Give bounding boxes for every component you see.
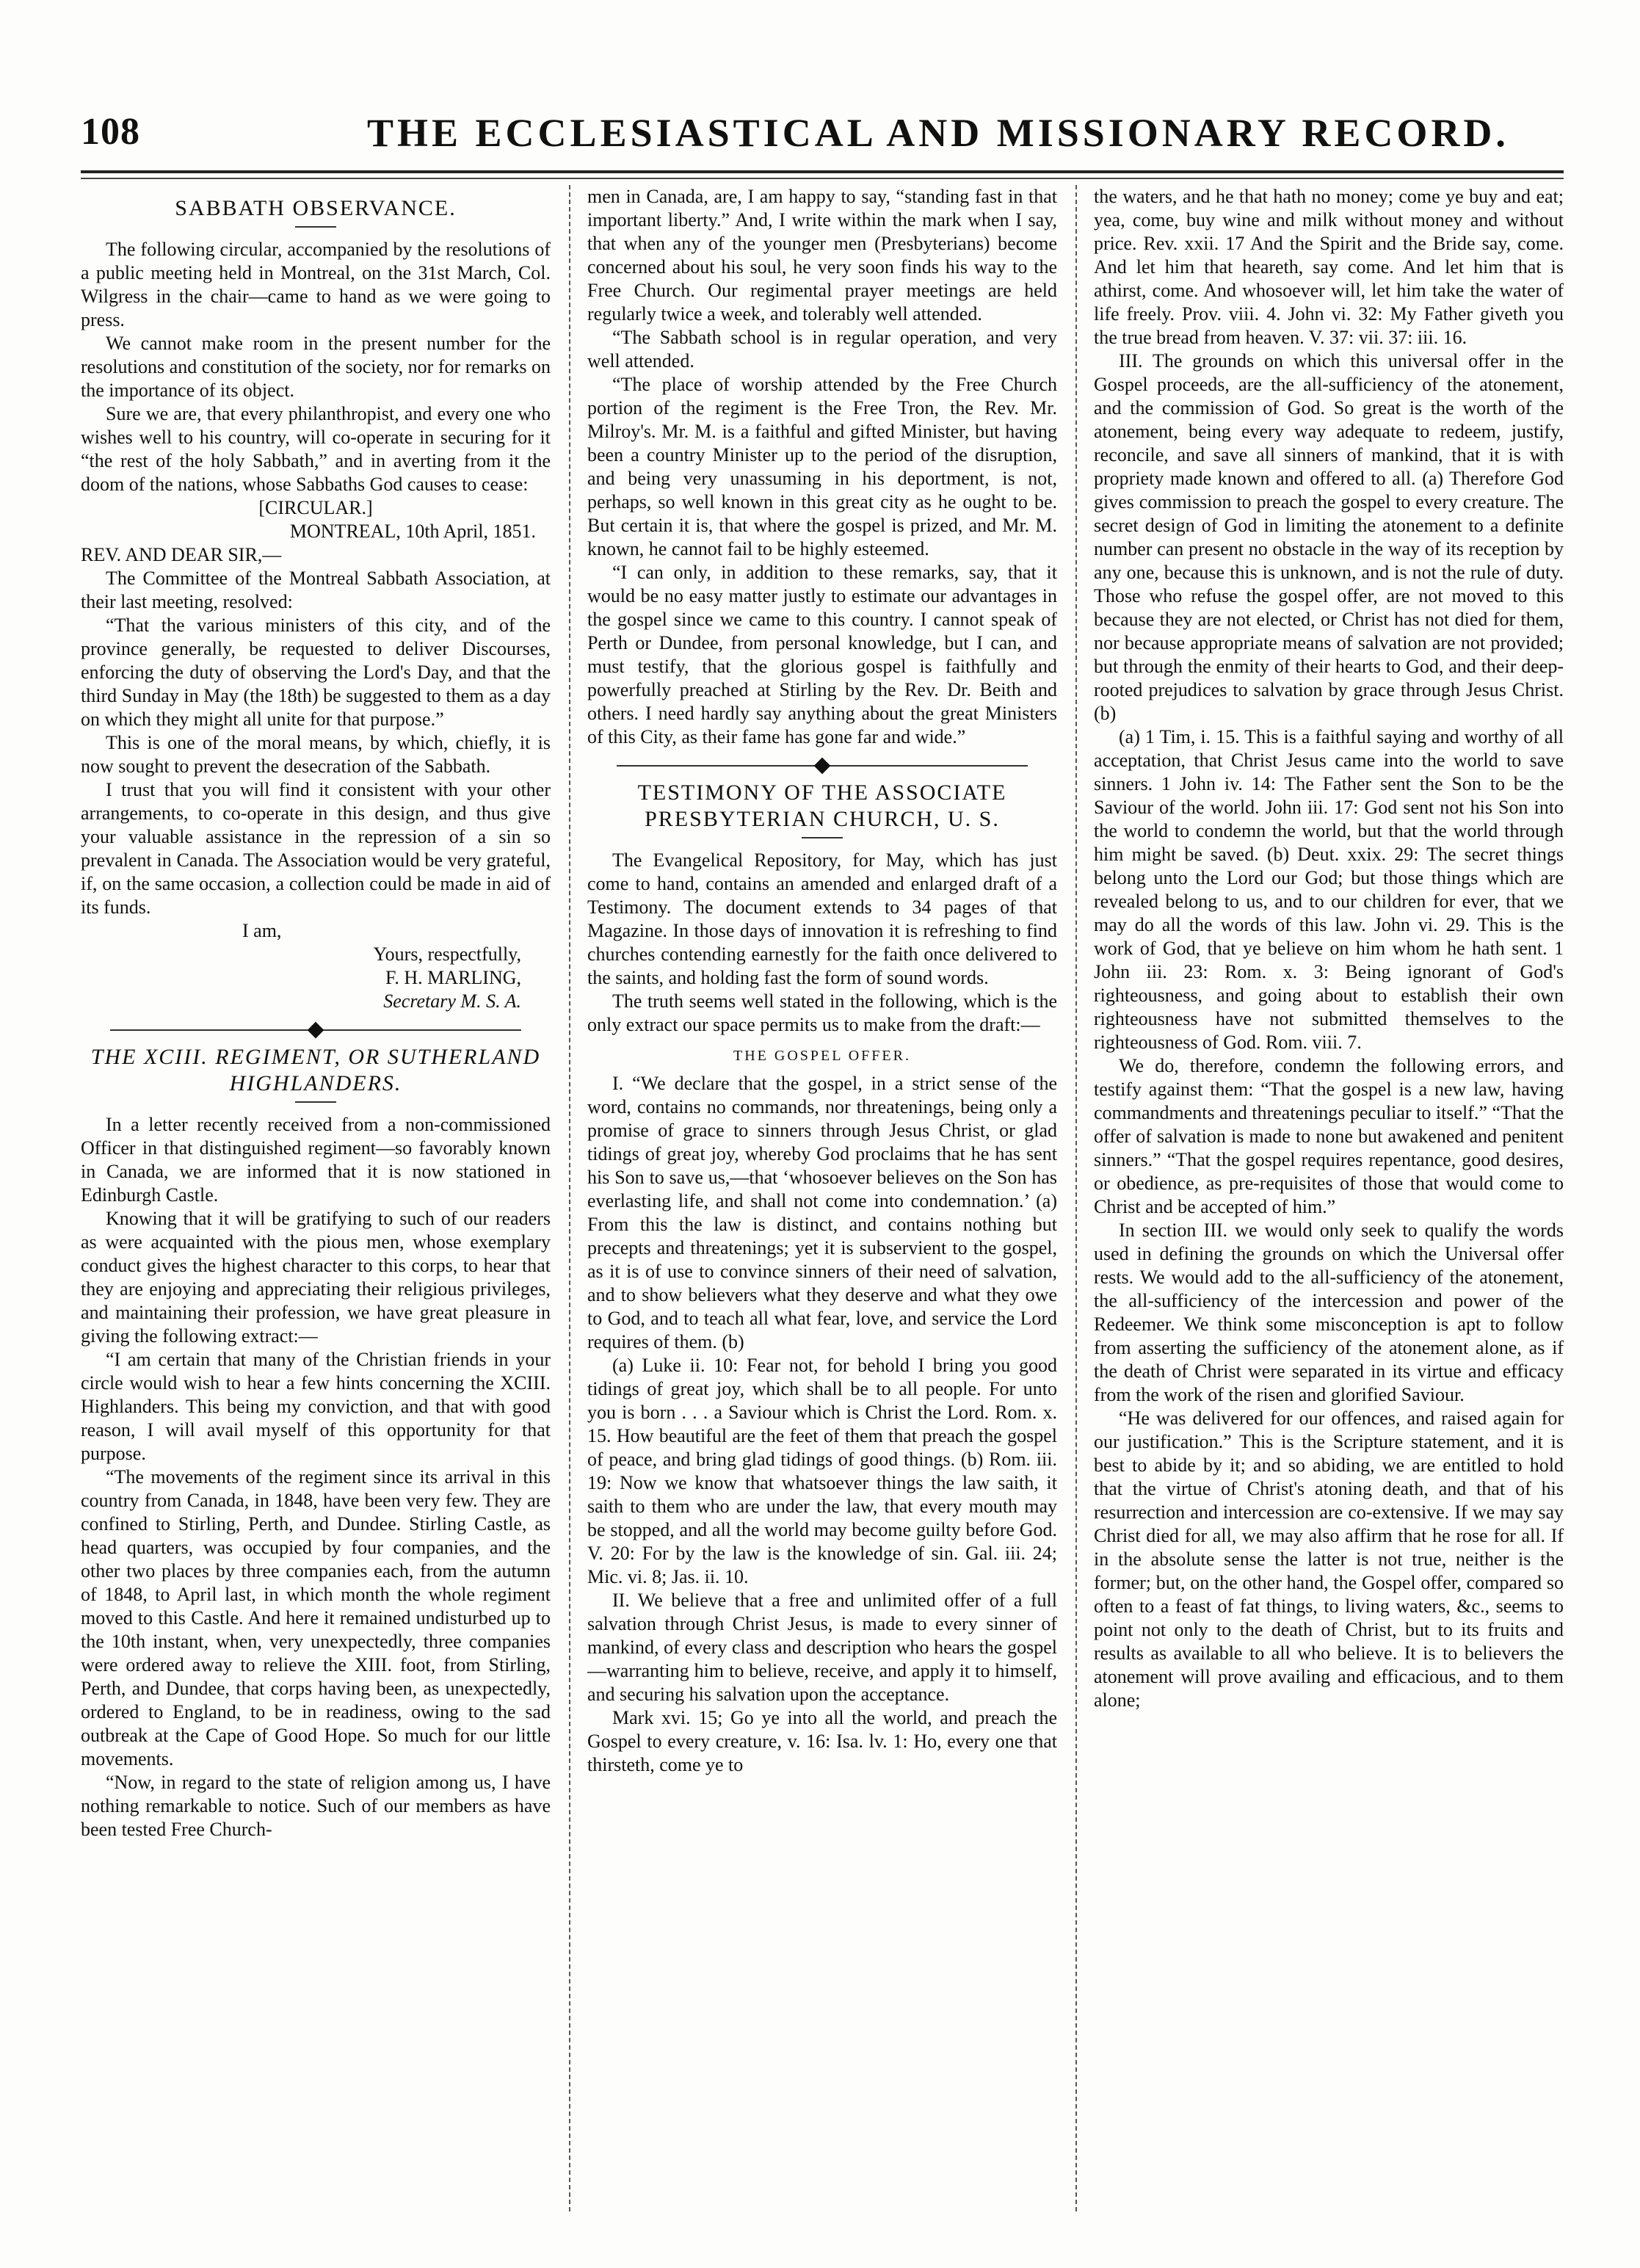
article-title-regiment: THE XCIII. REGIMENT, OR SUTHERLAND HIGHLANDERS. [90,1045,541,1095]
article-title-sabbath: SABBATH OBSERVANCE. [175,196,457,220]
paragraph: “The movements of the regiment since its arrival in this country from Canada, in 1848, have been very few. They are confined to Stirling, Perth, and Dundee. Stirling Castle, as head quarters, was occupied by four companies, and the other two places by three companies each, from the autumn of 1848, to April last, in which month the whole regiment moved to this Castle. And here it remained undisturbed up to the 10th instant, when, very unexpectedly, three companies were ordered away to relieve the XIII. foot, from Stirling, Perth, and Dundee, that corps having been, as unexpectedly, ordered to England, to be in readiness, owing to the sad outbreak at the Cape of Good Hope. So much for our little movements. [81,1466,551,1769]
paragraph: This is one of the moral means, by which, chiefly, it is now sought to prevent the desecration of the Sabbath. [81,732,551,777]
salutation: REV. AND DEAR SIR,— [81,544,282,565]
paragraph: We do, therefore, condemn the following errors, and testify against them: “That the gospel is a new law, having commandments and threatenings peculiar to itself.” “That the offer of salvation is made to none but awakened and penitent sinners.” “That the gospel requires repentance, good desires, or obedience, as pre-requisites of those that would come to Christ and be accepted of him.” [1094,1055,1564,1217]
short-rule [295,226,336,228]
page-header [81,110,1564,169]
closing-line: I am, [242,920,282,941]
paragraph: “He was delivered for our offences, and raised again for our justification.” This is the Scripture statement, and it is best to abide by it; and so abiding, we are entitled to hold that the virtue of Christ's atoning death, and that of his resurrection and intercession are co-extensive. If we may say Christ died for all, we may also affirm that he rose for all. If in the absolute sense the latter is not true, neither is the former; but, on the other hand, the Gospel offer, compared so often to a feast of fat things, to living waters, &c., seems to point not only to the death of Christ, but to its fruits and results as available to all who believe. It is to believers the atonement will prove availing and efficacious, and to them alone; [1094,1407,1564,1711]
paragraph: The Evangelical Repository, for May, which has just come to hand, contains an amended and enlarged draft of a Testimony. The document extends to 34 pages of that Magazine. In those days of innovation it is refreshing to find churches contending earnestly for the faith once delivered to the saints, and holding fast the form of sound words. [587,849,1057,988]
paragraph: the waters, and he that hath no money; come ye buy and eat; yea, come, buy wine and milk without money and without price. Rev. xxii. 17 And the Spirit and the Bride say, come. And let him that heareth, say come. And let him that is athirst, come. And whosoever will, let him take the water of life freely. Prov. viii. 4. John vi. 32: My Father giveth you the true bread from heaven. V. 37: vii. 37: iii. 16. [1094,186,1564,348]
subheading-gospel-offer: THE GOSPEL OFFER. [733,1048,911,1064]
signature-name: F. H. MARLING, [385,967,521,988]
article-title-testimony: TESTIMONY OF THE ASSOCIATE PRESBYTERIAN CHURCH, U. S. [637,780,1007,831]
paragraph: In section III. we would only seek to qualify the words used in defining the grounds on which the Universal offer rests. We would add to the all-sufficiency of the atonement, the all-sufficiency of the intercession and power of the Redeemer. We think some misconception is apt to follow from asserting the sufficiency of the atonement alone, as if the death of Christ were separated in its virtue and efficacy from the work of the risen and glorified Saviour. [1094,1220,1564,1405]
paragraph: We cannot make room in the present number for the resolutions and constitution of the society, nor for remarks on the importance of its object. [81,333,551,401]
paragraph: In a letter recently received from a non-commissioned Officer in that distinguished regiment—so favorably known in Canada, we are informed that it is now stationed in Edinburgh Castle. [81,1114,551,1206]
paragraph: “Now, in regard to the state of religion among us, I have nothing remarkable to notice. Such of our members as have been tested Free Church- [81,1772,551,1840]
column-1 [81,185,551,2226]
column-divider [1075,185,1077,2211]
ornament-divider [617,765,1028,767]
short-rule [295,1101,336,1103]
closing-line: Yours, respectfully, [373,943,521,965]
paragraph: II. We believe that a free and unlimited offer of a full salvation through Christ Jesus, is made to every sinner of mankind, of every class and description who hears the gospel—warranting him to believe, receive, and apply it to himself, and securing his salvation upon the acceptance. [587,1590,1057,1705]
paragraph: I. “We declare that the gospel, in a strict sense of the word, contains no commands, nor threatenings, being only a promise of grace to sinners through Jesus Christ, or glad tidings of great joy, whereby God proclaims that he has sent his Son to save us,—that ‘whosoever believes on the Son has everlasting life, and shall not come into condemnation.’ (a) From this the law is distinct, and contains nothing but precepts and threatenings; yet it is subservient to the gospel, as it is of use to convince sinners of their need of salvation, and to show believers what they deserve and what they owe to God, and to teach all what fear, love, and service the Lord requires of them. (b) [587,1073,1057,1352]
paragraph: Knowing that it will be gratifying to such of our readers as were acquainted with the pious men, whose exemplary conduct gives the highest character to this corps, to hear that they are enjoying and appreciating their religious privileges, and maintaining their profession, we have great pleasure in giving the following extract:— [81,1208,551,1347]
signature-block [81,943,551,1013]
paragraph: “I am certain that many of the Christian friends in your circle would wish to hear a few hints concerning the XCIII. Highlanders. This being my conviction, and that with good reason, I will avail myself of this opportunity for that purpose. [81,1349,551,1464]
ornament-divider [110,1029,521,1031]
circular-date: MONTREAL, 10th April, 1851. [289,521,536,542]
paragraph: “The Sabbath school is in regular operation, and very well attended. [587,327,1057,372]
paragraph: “The place of worship attended by the Free Church portion of the regiment is the Free Tron, the Rev. Mr. Milroy's. Mr. M. is a faithful and gifted Minister, but having been a country Minister up to the period of the disruption, and being very unassuming in his deportment, is not, perhaps, so well known in this great city as he ought to be. But certain it is, that where the gospel is prized, and Mr. M. known, he cannot fail to be highly esteemed. [587,374,1057,559]
short-rule [802,837,843,838]
paragraph: “I can only, in addition to these remarks, say, that it would be no easy matter justly to estimate our advantages in the gospel since we came to this country. I cannot speak of Perth or Dundee, from personal knowledge, but I can, and must testify, that the glorious gospel is faithfully and powerfully preached at Stirling by the Rev. Dr. Beith and others. I need hardly say anything about the great Ministers of this City, as their fame has gone far and wide.” [587,562,1057,747]
page-number: 108 [81,111,140,153]
paragraph: men in Canada, are, I am happy to say, “standing fast in that important liberty.” And, I write within the mark when I say, that when any of the younger men (Presbyterians) become concerned about his soul, he very soon finds his way to the Free Church. Our regimental prayer meetings are held regularly twice a week, and tolerably well attended. [587,186,1057,325]
column-3 [1094,185,1564,2226]
paragraph: (a) 1 Tim, i. 15. This is a faithful saying and worthy of all acceptation, that Christ Jesus came into the world to save sinners. 1 John iv. 14: The Father sent the Son to be the Saviour of the world. John iii. 17: God sent not his Son into the world to condemn the world, but that the world through him might be saved. (b) Deut. xxix. 29: The secret things belong unto the Lord our God; but those things which are revealed belong to us, and to our children for ever, that we may do all the words of this law. John vi. 29. This is the work of God, that ye believe on him whom he hath sent. 1 John iii. 23: Rom. x. 3: Being ignorant of God's righteousness, and going about to establish their own righteousness have not submitted themselves to the righteousness of God. Rom. viii. 7. [1094,726,1564,1053]
paragraph: “That the various ministers of this city, and of the province generally, be requested to deliver Discourses, enforcing the duty of observing the Lord's Day, and that the third Sunday in May (the 18th) be suggested to them as a day on which they might all unite for that purpose.” [81,615,551,730]
circular-label: [CIRCULAR.] [258,497,373,518]
paragraph: The Committee of the Montreal Sabbath Association, at their last meeting, resolved: [81,568,551,612]
paragraph: I trust that you will find it consistent with your other arrangements, to co-operate in this design, and thus give your valuable assistance in the repression of a sin so prevalent in Canada. The Association would be very grateful, if, on the same occasion, a collection could be made in aid of its funds. [81,779,551,918]
column-2 [587,185,1057,2226]
signature-title: Secretary M. S. A. [383,990,521,1012]
paragraph: The following circular, accompanied by the resolutions of a public meeting held in Montreal, on the 31st March, Col. Wilgress in the chair—came to hand as we were going to press. [81,239,551,330]
column-divider [569,185,570,2211]
paragraph: The truth seems well stated in the following, which is the only extract our space permits us to make from the draft:— [587,990,1057,1035]
paragraph: Mark xvi. 15; Go ye into all the world, and preach the Gospel to every creature, v. 16: Isa. lv. 1: Ho, every one that thirsteth, come ye to [587,1707,1057,1775]
header-rule [81,170,1564,179]
paragraph: Sure we are, that every philanthropist, and every one who wishes well to his country, will co-operate in securing for it “the rest of the holy Sabbath,” and in averting from it the doom of the nations, whose Sabbaths God causes to cease: [81,403,551,495]
paragraph: III. The grounds on which this universal offer in the Gospel proceeds, are the all-sufficiency of the atonement, and the commission of God. So great is the worth of the atonement, being every way adequate to redeem, justify, reconcile, and save all sinners of mankind, that it is with propriety made known and offered to all. (a) Therefore God gives commission to preach the gospel to every creature. The secret design of God in limiting the atonement to a definite number can present no obstacle in the way of its reception by any one, because this is unknown, and is not the rule of duty. Those who refuse the gospel offer, are not moved to this because they are not elected, or Christ has not died for them, nor because appropriate means of salvation are not provided; but through the enmity of their hearts to God, and their deep-rooted prejudices to salvation by grace through Jesus Christ. (b) [1094,350,1564,724]
running-title: THE ECCLESIASTICAL AND MISSIONARY RECORD. [367,111,1509,155]
paragraph: (a) Luke ii. 10: Fear not, for behold I bring you good tidings of great joy, which shall be to all people. For unto you is born . . . a Saviour which is Christ the Lord. Rom. x. 15. How beautiful are the feet of them that preach the gospel of peace, and bring glad tidings of good things. (b) Rom. iii. 19: Now we know that whatsoever things the law saith, it saith to them who are under the law, that every mouth may be stopped, and all the world may become guilty before God. V. 20: For by the law is the knowledge of sin. Gal. iii. 24; Mic. vi. 8; Jas. ii. 10. [587,1355,1057,1587]
